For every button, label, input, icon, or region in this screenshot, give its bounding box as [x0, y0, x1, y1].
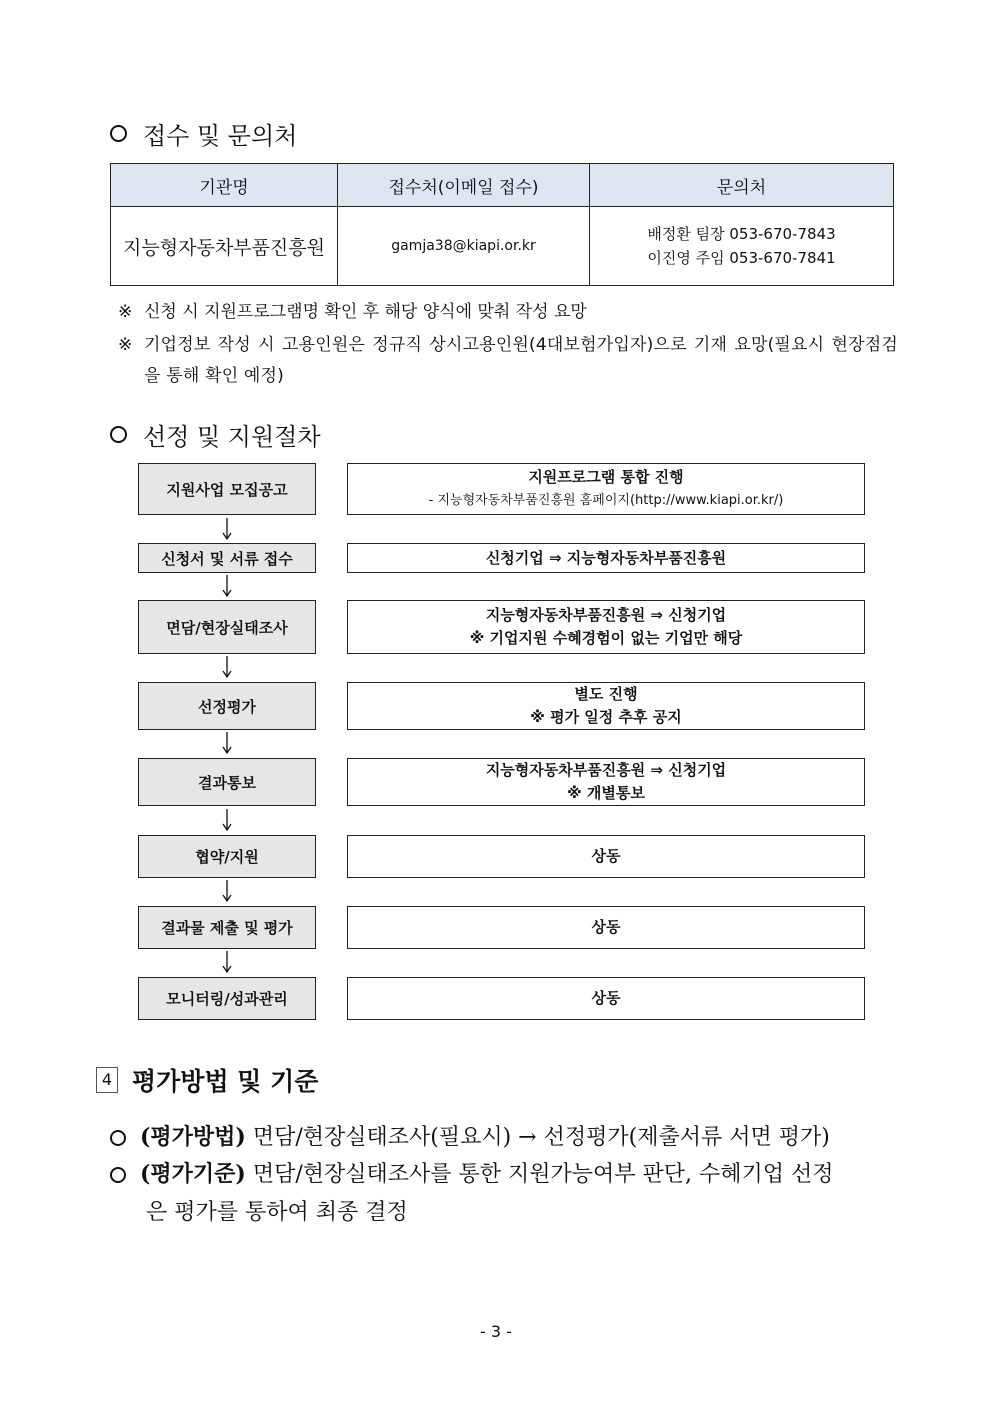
arrow-down-icon: [219, 517, 235, 541]
step-5-desc: [347, 758, 865, 806]
eval-method: [110, 1118, 900, 1157]
desc-line1: 지능형자동차부품진흥원 ⇒ 신청기업: [485, 606, 727, 624]
contact-2: 이진영 주임 053-670-7841: [647, 249, 836, 267]
desc-line1: 신청기업 ⇒ 지능형자동차부품진흥원: [485, 548, 727, 567]
arrow-down-icon: [219, 950, 235, 974]
note-1: [118, 297, 587, 327]
header-email: 접수처(이메일 접수): [338, 164, 590, 207]
desc-line2: ※ 기업지원 수혜경험이 없는 기업만 해당: [469, 629, 743, 647]
header-inquiry: 문의처: [590, 164, 894, 207]
step-1: 지원사업 모집공고: [138, 463, 316, 515]
section-title-process: [110, 417, 321, 452]
org-name: 지능형자동차부품진흥원: [111, 207, 338, 286]
desc-line1: 지원프로그램 통합 진행: [528, 468, 684, 486]
contact-1: 배정환 팀장 053-670-7843: [647, 225, 836, 243]
header-org: 기관명: [111, 164, 338, 207]
step-7-desc: [347, 906, 865, 949]
section-number-box: 4: [96, 1067, 118, 1093]
note-2: [118, 330, 898, 392]
reference-mark: ※: [118, 302, 133, 322]
step-2-desc: [347, 543, 865, 573]
section-title-contact: [110, 116, 297, 151]
desc-line1: 상동: [591, 847, 621, 865]
section-4-heading: [96, 1062, 318, 1098]
step-1-desc: [347, 463, 865, 515]
arrow-down-icon: [219, 655, 235, 679]
eval-criteria: [110, 1155, 900, 1232]
desc-line1: 상동: [591, 989, 621, 1007]
note-2-text: 기업정보 작성 시 고용인원은 정규직 상시고용인원(4대보험가입자)으로 기재 요망(필요시 현장점검을 통해 확인 예정): [144, 335, 898, 386]
step-8: 모니터링/성과관리: [138, 977, 316, 1020]
step-4: 선정평가: [138, 682, 316, 730]
step-3: 면담/현장실태조사: [138, 600, 316, 654]
desc-line2: ※ 개별통보: [567, 784, 645, 802]
step-6-desc: [347, 835, 865, 878]
eval-criteria-label: (평가기준): [140, 1161, 246, 1187]
step-2: 신청서 및 서류 접수: [138, 543, 316, 573]
desc-line1: 상동: [591, 918, 621, 936]
inquiry-contacts: [590, 207, 894, 286]
arrow-down-icon: [219, 731, 235, 755]
step-6: 협약/지원: [138, 835, 316, 878]
eval-method-label: (평가방법): [140, 1124, 246, 1150]
contact-table: [110, 163, 894, 286]
arrow-down-icon: [219, 879, 235, 903]
section-4-title: 평가방법 및 기준: [132, 1067, 319, 1096]
step-3-desc: [347, 600, 865, 654]
eval-criteria-text: 면담/현장실태조사를 통한 지원가능여부 판단, 수혜기업 선정: [252, 1162, 834, 1187]
arrow-down-icon: [219, 574, 235, 598]
eval-method-text: 면담/현장실태조사(필요시) → 선정평가(제출서류 서면 평가): [252, 1125, 830, 1150]
table-header-row: [111, 164, 894, 207]
page-number: - 3 -: [480, 1322, 512, 1341]
step-5: 결과통보: [138, 758, 316, 806]
section-title-text: 선정 및 지원절차: [143, 423, 321, 451]
table-row: [111, 207, 894, 286]
step-8-desc: [347, 977, 865, 1020]
desc-line1: 별도 진행: [574, 685, 638, 703]
desc-line2: ※ 평가 일정 추후 공지: [530, 708, 682, 726]
section-title-text: 접수 및 문의처: [143, 122, 298, 150]
circle-bullet-icon: [110, 1167, 126, 1183]
desc-line1: 지능형자동차부품진흥원 ⇒ 신청기업: [485, 761, 727, 779]
circle-bullet-icon: [110, 1130, 126, 1146]
circle-bullet-icon: [110, 426, 127, 443]
desc-line2: - 지능형자동차부품진흥원 홈페이지(http://www.kiapi.or.kr/): [428, 493, 784, 508]
circle-bullet-icon: [110, 125, 127, 142]
reference-mark: ※: [118, 335, 133, 355]
step-4-desc: [347, 682, 865, 730]
eval-criteria-cont: 은 평가를 통하여 최종 결정: [146, 1200, 408, 1225]
email-address[interactable]: gamja38@kiapi.or.kr: [338, 207, 590, 286]
step-7: 결과물 제출 및 평가: [138, 906, 316, 949]
note-1-text: 신청 시 지원프로그램명 확인 후 해당 양식에 맞춰 작성 요망: [144, 302, 587, 322]
arrow-down-icon: [219, 808, 235, 832]
